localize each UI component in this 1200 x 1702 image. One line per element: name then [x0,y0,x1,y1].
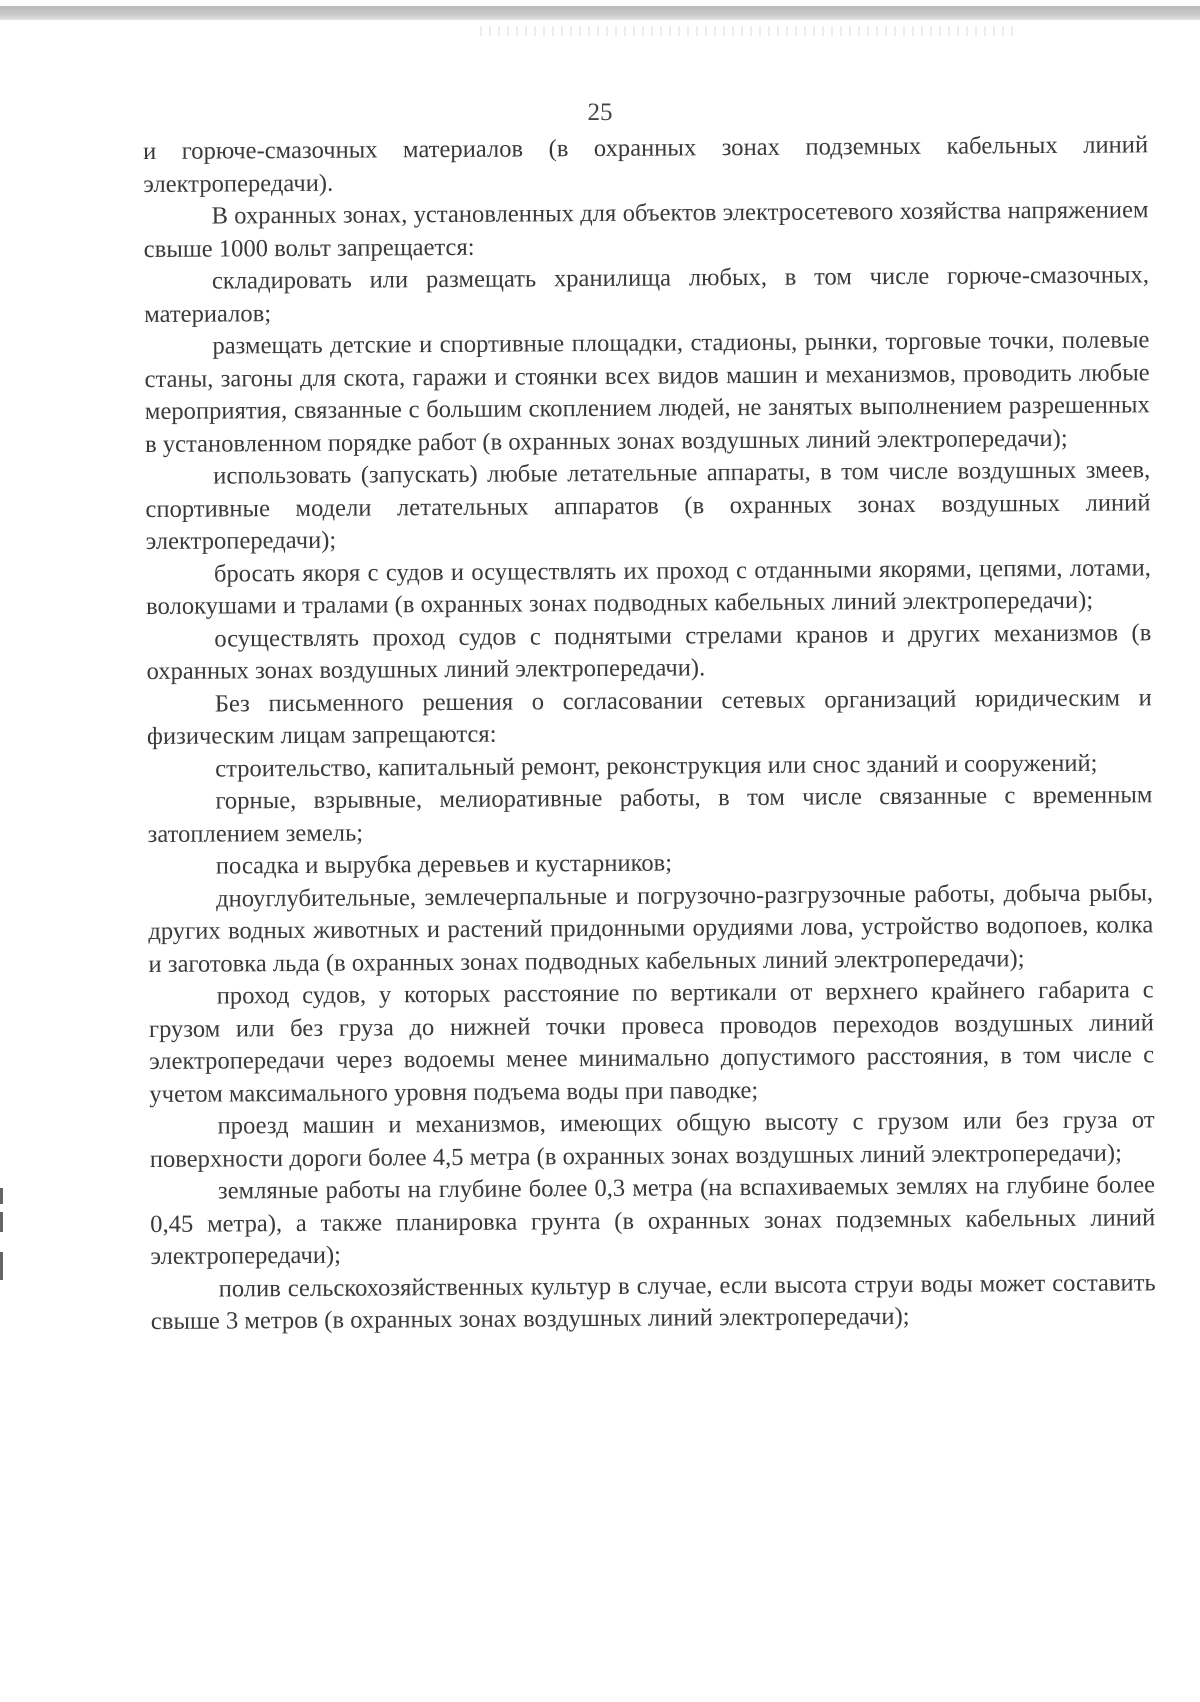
list-item: дноуглубительные, землечерпальные и погрузочно-разгрузочные работы, добыча рыбы, других водных животных и растений придонными орудиями лова, устройство водопоев, колка и заготовка льда (в охранных зонах подводных кабельных линий электропередачи); [148,878,1154,978]
list-item: строительство, капитальный ремонт, реконструкция или снос зданий и сооружений; [215,749,1098,783]
list-item: проход судов, у которых расстояние по вертикали от верхнего крайнего габарита с грузом или без груза до нижней точки провеса проводов переходов воздушных линий электропередачи через водоемы менее минимально допустимого расстояния, в том числе с учетом максимального уровня подъема воды при паводке; [148,976,1155,1108]
list-item: земляные работы на глубине более 0,3 метра (на вспахиваемых землях на глубине более 0,45 метра), а также планировка грунта (в охранных зонах подземных кабельных линий электропередачи); [150,1171,1156,1270]
scan-noise [480,26,1020,36]
margin-mark [0,1212,3,1232]
list-item: складировать или размещать хранилища любых, в том числе горюче-смазочных, материалов; [144,261,1150,328]
paragraph-intro-approval: Без письменного решения о согласовании сетевых организаций юридическим и физическим лицам запрещаются: [146,683,1152,750]
margin-mark [0,1188,3,1204]
paragraph-continuation: и горюче-смазочных материалов (в охранных зонах подземных кабельных линий электропередачи). [143,131,1149,198]
document-body [143,129,1156,1338]
list-item: полив сельскохозяйственных культур в случае, если высота струи воды может составить свыше 3 метров (в охранных зонах воздушных линий электропередачи); [150,1268,1156,1335]
list-item: проезд машин и механизмов, имеющих общую высоту с грузом или без груза от поверхности дороги более 4,5 метра (в охранных зонах воздушных линий электропередачи); [149,1106,1155,1173]
list-item: бросать якоря с судов и осуществлять их проход с отданными якорями, цепями, лотами, волокушами и тралами (в охранных зонах подводных кабельных линий электропередачи); [146,553,1151,620]
scan-edge-shadow [0,6,1200,20]
list-item: горные, взрывные, мелиоративные работы, в том числе связанные с временным затоплением земель; [147,781,1153,848]
margin-mark [0,1252,3,1280]
list-item: размещать детские и спортивные площадки, стадионы, рынки, торговые точки, полевые станы, загоны для скота, гаражи и стоянки всех видов машин и механизмов, проводить любые мероприятия, связанные с большим скоплением людей, не занятых выполнением разрешенных в установленном порядке работ (в охранных зонах воздушных линий электропередачи); [144,326,1150,458]
list-item: осуществлять проход судов с поднятыми стрелами кранов и других механизмов (в охранных зонах воздушных линий электропередачи). [146,618,1152,685]
paragraph-intro-prohibitions: В охранных зонах, установленных для объектов электросетевого хозяйства напряжением свыше 1000 вольт запрещается: [143,196,1149,263]
page-number: 25 [587,99,613,126]
list-item: посадка и вырубка деревьев и кустарников; [215,849,673,880]
list-item: использовать (запускать) любые летательные аппараты, в том числе воздушных змеев, спортивные модели летательных аппаратов (в охранных зонах воздушных линий электропередачи); [145,456,1151,555]
